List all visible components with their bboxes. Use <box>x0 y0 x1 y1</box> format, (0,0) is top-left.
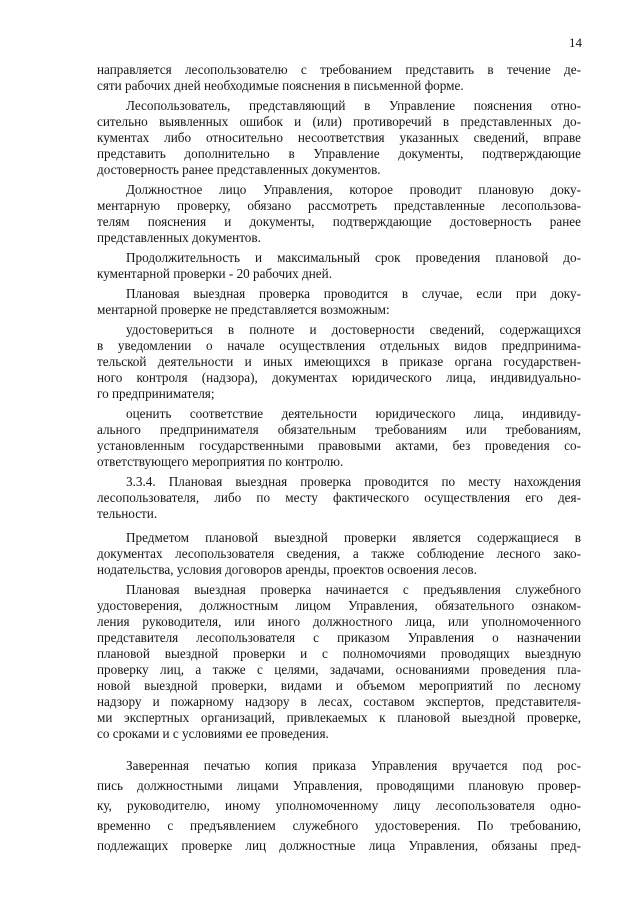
text-line: новой выездной проверки, видами и объемом мероприятий по лесному <box>97 678 581 693</box>
text-line: документах лесопользователя сведения, а также соблюдение лесного зако- <box>97 546 581 561</box>
text-line: в уведомлении о начале осуществления отдельных видов предпринима- <box>97 338 581 353</box>
text-line: Лесопользователь, представляющий в Управление пояснения отно- <box>126 98 581 113</box>
text-line: установленным государственными правовыми актами, без проведения со- <box>97 438 581 453</box>
text-line: удостовериться в полноте и достоверности сведений, содержащихся <box>126 322 581 337</box>
page-number: 14 <box>569 35 582 50</box>
text-line: со сроками и с условиями ее проведения. <box>97 726 329 741</box>
text-line: телям пояснения и документы, подтверждающие достоверность ранее <box>97 214 581 229</box>
text-line: ментарную проверку, обязано рассмотреть представленные лесопользова- <box>97 198 581 213</box>
text-line: пись должностными лицами Управления, проводящими плановую провер- <box>97 778 581 793</box>
text-line: представленных документов. <box>97 230 261 245</box>
text-line: тельности. <box>97 506 158 521</box>
text-line: плановой выездной проверки и с полномочиями проводящих выездную <box>97 646 581 661</box>
text-line: ного контроля (надзора), документах юридического лица, индивидуально- <box>97 370 581 385</box>
text-line: ления руководителя, или иного должностного лица, или уполномоченного <box>97 614 581 629</box>
text-line: ми экспертных организаций, привлекаемых к плановой выездной проверке, <box>97 710 581 725</box>
text-line: ментарной проверке не представляется возможным: <box>97 302 390 317</box>
text-line: Должностное лицо Управления, которое проводит плановую доку- <box>126 182 581 197</box>
text-line: кументах либо относительно несоответствия указанных сведений, вправе <box>97 130 581 145</box>
text-line: представить дополнительно в Управление документы, подтверждающие <box>97 146 581 161</box>
text-line: 3.3.4. Плановая выездная проверка проводится по месту нахождения <box>126 474 581 489</box>
text-line: сительно выявленных ошибок и (или) противоречий в представленных до- <box>97 114 581 129</box>
text-line: тельской деятельности и иных имеющихся в приказе органа государствен- <box>97 354 581 369</box>
text-line: Плановая выездная проверка начинается с предъявления служебного <box>126 582 581 597</box>
text-line: ку, руководителю, иному уполномоченному лицу лесопользователя одно- <box>97 798 581 813</box>
text-line: Заверенная печатью копия приказа Управления вручается под рос- <box>126 758 581 773</box>
text-line: проверку лиц, а также с целями, задачами, основаниями проведения пла- <box>97 662 581 677</box>
text-line: сяти рабочих дней необходимые пояснения в письменной форме. <box>97 78 464 93</box>
text-line: ответствующего мероприятия по контролю. <box>97 454 344 469</box>
text-line: надзору и пожарному надзору в лесах, составом экспертов, представителя- <box>97 694 581 709</box>
text-line: представителя лесопользователя с приказом Управления о назначении <box>97 630 581 645</box>
text-line: Предметом плановой выездной проверки является содержащиеся в <box>126 530 581 545</box>
text-line: удостоверения, должностным лицом Управления, обязательного ознаком- <box>97 598 581 613</box>
text-line: временно с предъявлением служебного удостоверения. По требованию, <box>97 818 581 833</box>
text-line: кументарной проверки - 20 рабочих дней. <box>97 266 333 281</box>
text-line: нодательства, условия договоров аренды, проектов освоения лесов. <box>97 562 477 577</box>
text-line: достоверность ранее представленных документов. <box>97 162 381 177</box>
text-line: подлежащих проверке лиц должностные лица Управления, обязаны пред- <box>97 838 581 853</box>
text-line: ального предпринимателя обязательным требованиям или требованиям, <box>97 422 581 437</box>
text-line: Плановая выездная проверка проводится в случае, если при доку- <box>126 286 581 301</box>
text-line: го предпринимателя; <box>97 386 215 401</box>
text-line: Продолжительность и максимальный срок проведения плановой до- <box>126 250 581 265</box>
text-line: оценить соответствие деятельности юридического лица, индивиду- <box>126 406 581 421</box>
text-line: лесопользователя, либо по месту фактического осуществления его дея- <box>97 490 581 505</box>
text-line: направляется лесопользователю с требованием представить в течение де- <box>97 62 581 77</box>
